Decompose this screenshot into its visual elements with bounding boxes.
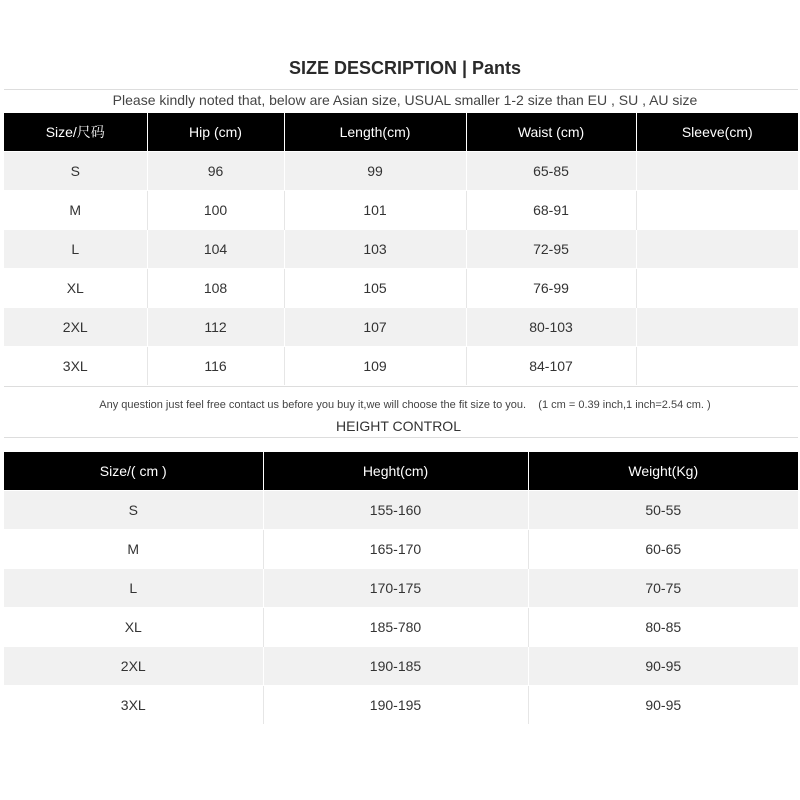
- table-row: [4, 152, 798, 191]
- weight-cell: 60-65: [528, 530, 798, 569]
- section-divider: [4, 437, 798, 438]
- size-cell: XL: [4, 269, 147, 308]
- asian-size-notice: Please kindly noted that, below are Asian size, USUAL smaller 1-2 size than EU , SU , AU size: [112, 92, 698, 108]
- height-column-header: Heght(cm): [263, 452, 528, 491]
- weight-cell: 80-85: [528, 608, 798, 647]
- size-cell: S: [4, 152, 147, 191]
- height-cell: 190-195: [263, 686, 528, 725]
- size-cell: M: [4, 530, 263, 569]
- table-row: [4, 269, 798, 308]
- length-column-header: Length(cm): [284, 113, 466, 152]
- size-table-divider: [4, 386, 798, 387]
- length-cell: 101: [284, 191, 466, 230]
- height-cell: 170-175: [263, 569, 528, 608]
- table-row: [4, 230, 798, 269]
- length-cell: 105: [284, 269, 466, 308]
- weight-cell: 90-95: [528, 686, 798, 725]
- sleeve-cell: [636, 230, 798, 269]
- height-control-heading: HEIGHT CONTROL: [336, 418, 461, 434]
- weight-cell: 90-95: [528, 647, 798, 686]
- sleeve-cell: [636, 191, 798, 230]
- size-cell: 3XL: [4, 686, 263, 725]
- title-divider: [4, 89, 798, 90]
- length-cell: 107: [284, 308, 466, 347]
- size-table-header-row: [4, 113, 798, 152]
- size-cell: M: [4, 191, 147, 230]
- hip-cell: 100: [147, 191, 284, 230]
- sleeve-cell: [636, 152, 798, 191]
- waist-column-header: Waist (cm): [466, 113, 636, 152]
- page-title: SIZE DESCRIPTION | Pants: [288, 58, 522, 78]
- hip-cell: 96: [147, 152, 284, 191]
- hip-cell: 108: [147, 269, 284, 308]
- hip-cell: 112: [147, 308, 284, 347]
- sleeve-cell: [636, 308, 798, 347]
- height-cell: 190-185: [263, 647, 528, 686]
- size-cell: L: [4, 569, 263, 608]
- height-table: [4, 452, 798, 724]
- size-cell: XL: [4, 608, 263, 647]
- waist-cell: 72-95: [466, 230, 636, 269]
- sleeve-cell: [636, 269, 798, 308]
- table-row: [4, 608, 798, 647]
- sleeve-cell: [636, 347, 798, 386]
- waist-cell: 68-91: [466, 191, 636, 230]
- contact-note: Any question just feel free contact us before you buy it,we will choose the fit size to you. (1 cm = 0.39 inch,1 inch=2.54 cm. ): [99, 399, 711, 411]
- height-cell: 165-170: [263, 530, 528, 569]
- table-row: [4, 530, 798, 569]
- height-cell: 185-780: [263, 608, 528, 647]
- hip-column-header: Hip (cm): [147, 113, 284, 152]
- height-table-header-row: [4, 452, 798, 491]
- size-cell: 2XL: [4, 647, 263, 686]
- table-row: [4, 686, 798, 725]
- size-cell: L: [4, 230, 147, 269]
- size-cell: 3XL: [4, 347, 147, 386]
- weight-cell: 70-75: [528, 569, 798, 608]
- table-row: [4, 347, 798, 386]
- sleeve-column-header: Sleeve(cm): [636, 113, 798, 152]
- table-row: [4, 308, 798, 347]
- length-cell: 103: [284, 230, 466, 269]
- size-table: [4, 113, 798, 385]
- table-row: [4, 647, 798, 686]
- hip-cell: 104: [147, 230, 284, 269]
- size-cell: S: [4, 491, 263, 530]
- weight-cell: 50-55: [528, 491, 798, 530]
- waist-cell: 76-99: [466, 269, 636, 308]
- waist-cell: 84-107: [466, 347, 636, 386]
- weight-column-header: Weight(Kg): [528, 452, 798, 491]
- size-column-header: Size/尺码: [4, 113, 147, 152]
- height-cell: 155-160: [263, 491, 528, 530]
- table-row: [4, 491, 798, 530]
- length-cell: 109: [284, 347, 466, 386]
- length-cell: 99: [284, 152, 466, 191]
- waist-cell: 80-103: [466, 308, 636, 347]
- size-cell: 2XL: [4, 308, 147, 347]
- size-column-header: Size/( cm ): [4, 452, 263, 491]
- table-row: [4, 191, 798, 230]
- waist-cell: 65-85: [466, 152, 636, 191]
- hip-cell: 116: [147, 347, 284, 386]
- table-row: [4, 569, 798, 608]
